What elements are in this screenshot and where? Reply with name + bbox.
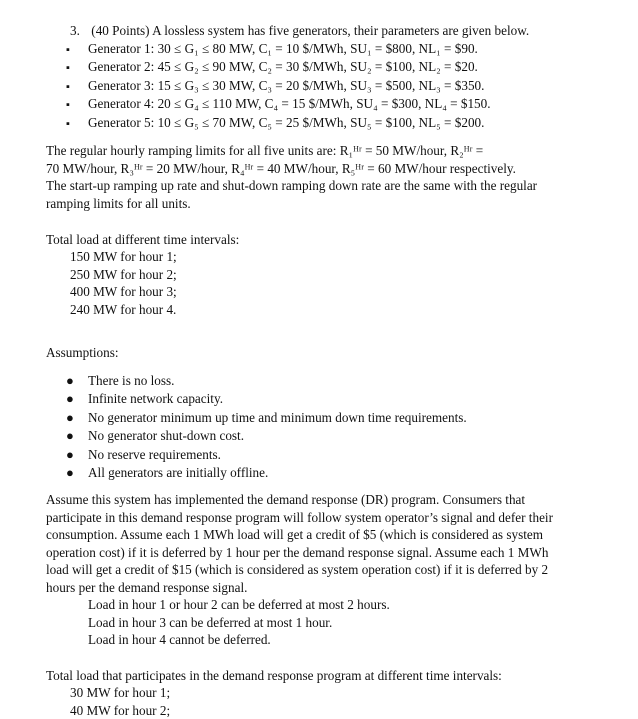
dr-line: Assume this system has implemented the demand response (DR) program. Consumers that — [46, 492, 526, 507]
deferral-rules — [88, 596, 638, 649]
dr-line: consumption. Assume each 1 MWh load will get a credit of $5 (which is considered as system — [46, 527, 543, 543]
generator-item — [66, 58, 491, 76]
bullet-icon: ● — [66, 409, 74, 425]
dr-line: hours per the demand response signal. — [46, 579, 248, 595]
bullet-icon: ● — [66, 428, 74, 444]
load-item: 250 MW for hour 2; — [70, 266, 177, 282]
assumption-text: All generators are initially offline. — [88, 464, 269, 480]
bullet-icon: ● — [66, 446, 74, 462]
bullet-icon: ▪ — [66, 80, 70, 93]
problem-header-text: (40 Points) A lossless system has five generators, their parameters are given below. — [91, 23, 530, 38]
generator-text: Generator 2: 45 ≤ G₂ ≤ 90 MW, C₂ = 30 $/MWh, SU₂ = $100, NL₂ = $20. — [88, 59, 478, 75]
load-list — [70, 248, 630, 318]
assumptions-list — [66, 372, 467, 482]
assumption-text: There is no loss. — [88, 373, 175, 388]
assumption-text: No reserve requirements. — [88, 446, 221, 462]
load-title: Total load at different time intervals: — [46, 232, 240, 247]
bullet-icon: ● — [66, 373, 74, 388]
generator-item — [66, 40, 491, 58]
problem-header — [70, 22, 529, 40]
load-item: 150 MW for hour 1; — [70, 249, 177, 264]
bullet-icon: ● — [66, 464, 74, 480]
assumption-item — [66, 372, 467, 390]
assumption-item — [66, 464, 467, 482]
dr-line: load will get a credit of $15 (which is considered as system operation cost) if it is deferred by 2 — [46, 562, 549, 578]
dr-load-list — [70, 684, 630, 719]
load-item: 400 MW for hour 3; — [70, 284, 177, 300]
assumption-item — [66, 409, 467, 427]
dr-load-item: 40 MW for hour 2; — [70, 702, 171, 718]
deferral-item: Load in hour 3 can be deferred at most 1 hour. — [88, 614, 333, 630]
ramp-line: 70 MW/hour, R₃ᴴʳ = 20 MW/hour, R₄ᴴʳ = 40 MW/hour, R₅ᴴʳ = 60 MW/hour respectively. — [46, 160, 516, 176]
generator-item — [66, 77, 491, 95]
demand-response-paragraph — [46, 491, 606, 597]
bullet-icon: ▪ — [66, 117, 70, 130]
assumption-item — [66, 390, 467, 408]
ramp-line: The regular hourly ramping limits for all five units are: R₁ᴴʳ = 50 MW/hour, R₂ᴴʳ = — [46, 143, 484, 158]
generator-text: Generator 5: 10 ≤ G₅ ≤ 70 MW, C₅ = 25 $/MWh, SU₅ = $100, NL₅ = $200. — [88, 114, 485, 130]
problem-number: 3. — [70, 23, 80, 38]
generator-list — [66, 40, 491, 132]
ramp-line: The start-up ramping up rate and shut-down ramping down rate are the same with the regular — [46, 178, 538, 194]
generator-item — [66, 114, 491, 132]
deferral-item: Load in hour 1 or hour 2 can be deferred at most 2 hours. — [88, 597, 390, 612]
assumption-text: No generator shut-down cost. — [88, 428, 245, 444]
load-item: 240 MW for hour 4. — [70, 301, 177, 317]
assumption-item — [66, 446, 467, 464]
dr-load-item: 30 MW for hour 1; — [70, 685, 171, 700]
ramp-line: ramping limits for all units. — [46, 195, 191, 211]
generator-text: Generator 3: 15 ≤ G₃ ≤ 30 MW, C₃ = 20 $/MWh, SU₃ = $500, NL₃ = $350. — [88, 77, 485, 93]
bullet-icon: ▪ — [66, 44, 70, 56]
generator-text: Generator 1: 30 ≤ G₁ ≤ 80 MW, C₁ = 10 $/MWh, SU₁ = $800, NL₁ = $90. — [88, 41, 478, 56]
bullet-icon: ● — [66, 391, 74, 407]
assumptions-title: Assumptions: — [46, 345, 119, 360]
bullet-icon: ▪ — [66, 62, 70, 75]
dr-line: operation cost) if it is deferred by 1 hour per the demand response signal. Assume each 1 MWh — [46, 544, 549, 560]
ramping-paragraph — [46, 142, 606, 212]
dr-line: participate in this demand response program will follow system operator’s signal and defer their — [46, 509, 553, 525]
assumption-text: Infinite network capacity. — [88, 391, 223, 407]
bullet-icon: ▪ — [66, 99, 70, 112]
dr-load-title: Total load that participates in the demand response program at different time intervals: — [46, 668, 502, 683]
deferral-item: Load in hour 4 cannot be deferred. — [88, 632, 271, 648]
assumption-text: No generator minimum up time and minimum down time requirements. — [88, 409, 467, 425]
generator-item — [66, 95, 491, 113]
generator-text: Generator 4: 20 ≤ G₄ ≤ 110 MW, C₄ = 15 $/MWh, SU₄ = $300, NL₄ = $150. — [88, 96, 491, 112]
assumption-item — [66, 427, 467, 445]
